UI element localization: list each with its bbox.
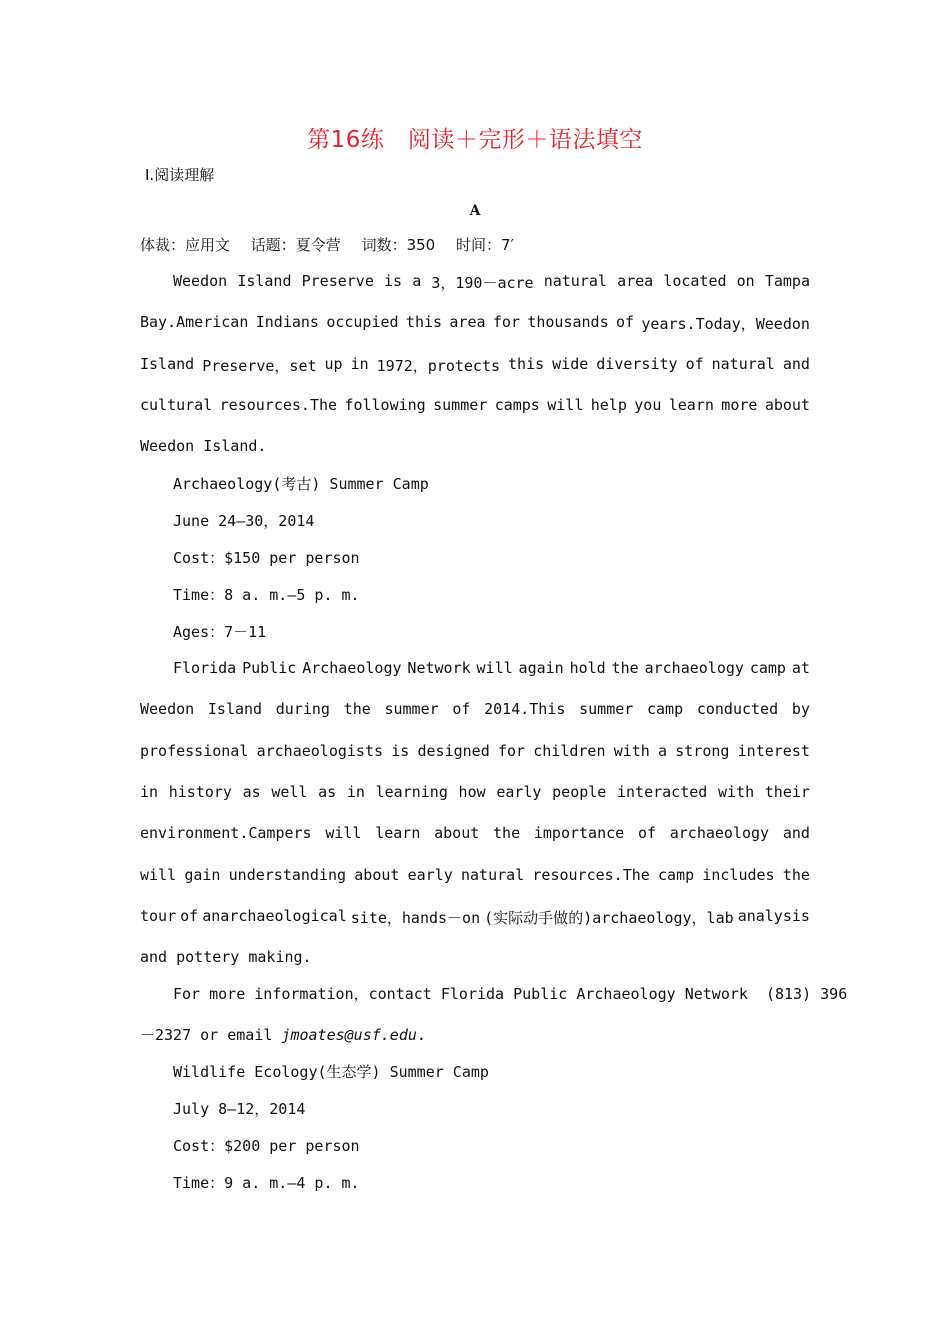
text-line: in history as well as in learning how early people interacted with their xyxy=(140,782,810,801)
contact-text: For more information，contact Florida Public Archaeology Network (813) 396 xyxy=(173,985,848,1003)
text-line: will gain understanding about early natural resources.The camp includes the xyxy=(140,865,810,884)
text-line: and pottery making. xyxy=(140,948,312,967)
section-heading: Ⅰ.阅读理解 xyxy=(145,166,215,184)
text-line: Florida Public Archaeology Network will again hold the archaeology camp at xyxy=(173,659,810,677)
contact-suffix: . xyxy=(416,1026,426,1044)
camp1-time: Time：8 a. m.—5 p. m. xyxy=(173,586,360,604)
camp2-dates: July 8—12，2014 xyxy=(173,1100,306,1118)
meta-topic: 话题：夏令营 xyxy=(250,236,341,254)
text-line: Weedon Island Preserve is a 3，190－acre natural area located on Tampa xyxy=(173,272,810,292)
contact-email-link[interactable]: jmoates@usf.edu xyxy=(281,1026,417,1044)
meta-words: 词数：350 xyxy=(361,236,436,254)
contact-prefix: －2327 or email xyxy=(140,1026,282,1044)
text-line: tour of anarchaeological site，hands－on (实际动手做的)archaeology，lab analysis xyxy=(140,906,810,927)
text-line: professional archaeologists is designed for children with a strong interest xyxy=(140,741,810,760)
camp2-time: Time：9 a. m.—4 p. m. xyxy=(173,1174,360,1192)
camp1-contact-line2 xyxy=(140,1024,426,1045)
camp1-contact-line1 xyxy=(173,983,848,1004)
camp1-dates: June 24—30，2014 xyxy=(173,512,315,530)
text-line: Weedon Island during the summer of 2014.This summer camp conducted by xyxy=(140,700,810,719)
text-line: Bay.American Indians occupied this area for thousands of years.Today，Weedon xyxy=(140,313,810,334)
text-line: Weedon Island. xyxy=(140,437,267,456)
camp1-cost: Cost：$150 per person xyxy=(173,549,360,567)
camp2-cost: Cost：$200 per person xyxy=(173,1137,360,1155)
page-title: 第16练 阅读＋完形＋语法填空 xyxy=(307,127,643,153)
camp1-name: Archaeology(考古) Summer Camp xyxy=(173,475,429,493)
camp2-name: Wildlife Ecology(生态学) Summer Camp xyxy=(173,1063,489,1081)
passage-meta xyxy=(140,234,530,255)
text-line: Island Preserve，set up in 1972，protects this wide diversity of natural and xyxy=(140,354,810,375)
text-line: environment.Campers will learn about the importance of archaeology and xyxy=(140,824,810,843)
text-line: cultural resources.The following summer camps will help you learn more about xyxy=(140,395,810,414)
meta-genre: 体裁：应用文 xyxy=(140,236,231,254)
camp1-ages: Ages：7－11 xyxy=(173,623,267,641)
passage-letter: A xyxy=(469,203,481,219)
meta-time: 时间：7′ xyxy=(456,236,514,254)
